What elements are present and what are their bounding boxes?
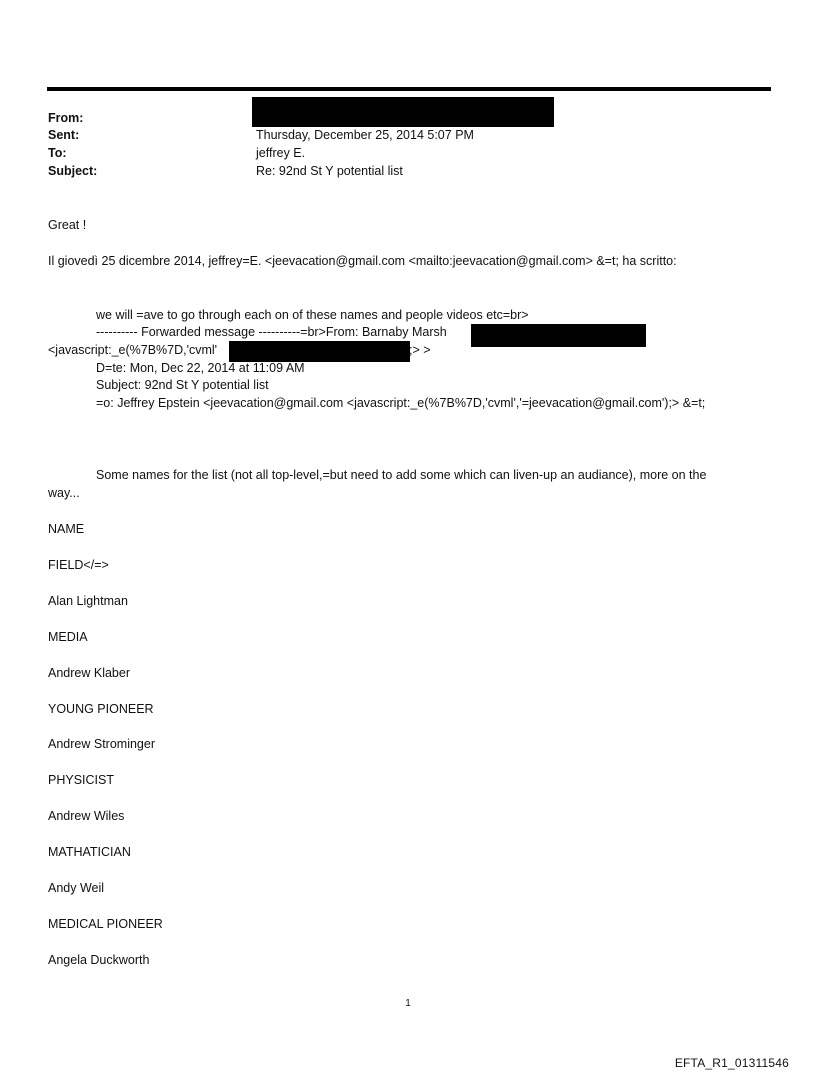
quoted-line-4: D=te: Mon, Dec 22, 2014 at 11:09 AM bbox=[96, 361, 305, 375]
list-item: Andrew Strominger bbox=[48, 737, 155, 751]
reply-line: Il giovedì 25 dicembre 2014, jeffrey=E. <jeevacation@gmail.com <mailto:jeevacation@gmail.com> &=t; ha scritto: bbox=[48, 254, 677, 268]
from-label: From: bbox=[48, 111, 84, 125]
list-item: MEDICAL PIONEER bbox=[48, 917, 163, 931]
header-rule bbox=[47, 87, 771, 91]
intro-line-2: way... bbox=[48, 486, 80, 500]
list-item: MATHATICIAN bbox=[48, 845, 131, 859]
list-item: Andrew Klaber bbox=[48, 666, 130, 680]
quoted-line-6: =o: Jeffrey Epstein <jeevacation@gmail.com <javascript:_e(%7B%7D,'cvml','=jeevacation@gmail.com');> &=t; bbox=[96, 396, 706, 410]
redaction-javascript bbox=[229, 341, 410, 362]
list-item: YOUNG PIONEER bbox=[48, 702, 154, 716]
list-item: Andrew Wiles bbox=[48, 809, 125, 823]
page-number: 1 bbox=[405, 998, 411, 1009]
list-item: Angela Duckworth bbox=[48, 953, 150, 967]
list-item: Alan Lightman bbox=[48, 594, 128, 608]
list-item: PHYSICIST bbox=[48, 773, 114, 787]
quoted-line-3b: ;> > bbox=[409, 343, 431, 357]
list-item: FIELD</=> bbox=[48, 558, 109, 572]
subject-value: Re: 92nd St Y potential list bbox=[256, 164, 403, 178]
list-item: Andy Weil bbox=[48, 881, 105, 895]
list-item: NAME bbox=[48, 522, 85, 536]
greeting: Great ! bbox=[48, 218, 87, 232]
quoted-line-3a: <javascript:_e(%7B%7D,'cvml' bbox=[48, 343, 218, 357]
quoted-line-5: Subject: 92nd St Y potential list bbox=[96, 378, 269, 392]
bates-number: EFTA_R1_01311546 bbox=[674, 1056, 789, 1070]
redaction-from-address bbox=[471, 324, 646, 347]
to-value: jeffrey E. bbox=[256, 146, 306, 160]
subject-label: Subject: bbox=[48, 164, 98, 178]
sent-label: Sent: bbox=[48, 128, 80, 142]
intro-line-1: Some names for the list (not all top-level,=but need to add some which can liven-up an audiance), more on the bbox=[96, 468, 707, 482]
redaction-from bbox=[252, 97, 554, 127]
to-label: To: bbox=[48, 146, 67, 160]
list-item: MEDIA bbox=[48, 630, 88, 644]
quoted-line-2: ---------- Forwarded message ----------=br>From: Barnaby Marsh bbox=[96, 325, 447, 339]
sent-value: Thursday, December 25, 2014 5:07 PM bbox=[256, 128, 474, 142]
quoted-line-1: we will =ave to go through each on of these names and people videos etc=br> bbox=[96, 308, 529, 322]
